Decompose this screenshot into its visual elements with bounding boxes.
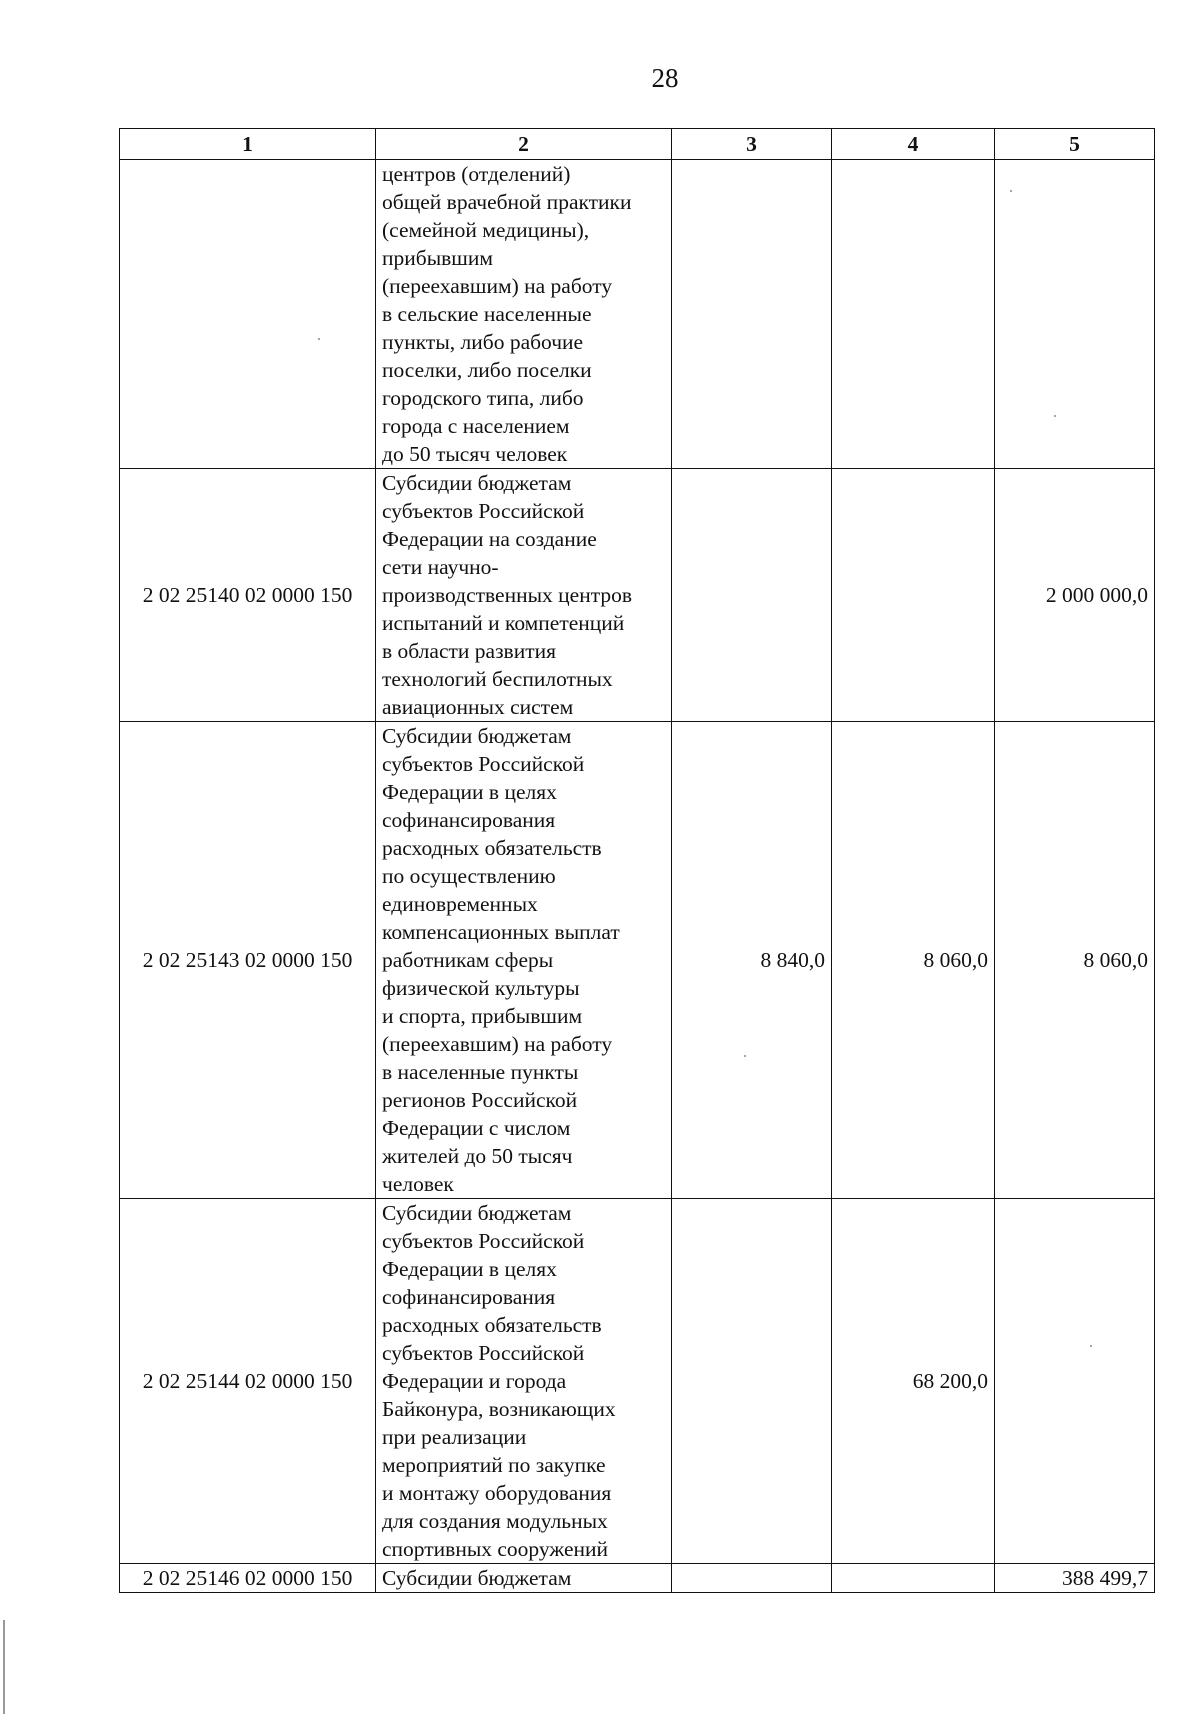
description-line: Субсидии бюджетам xyxy=(382,1201,572,1225)
description-line: прибывшим xyxy=(382,246,493,270)
description-cell xyxy=(376,1564,672,1593)
description-line: производственных центров xyxy=(382,583,633,607)
budget-code-cell: 2 02 25144 02 0000 150 xyxy=(120,1199,376,1564)
description-line: расходных обязательств xyxy=(382,836,602,860)
amount-col5-cell: 8 060,0 xyxy=(995,722,1155,1199)
description-line: технологий беспилотных xyxy=(382,667,613,691)
description-line: при реализации xyxy=(382,1425,527,1449)
description-line: субъектов Российской xyxy=(382,1341,585,1365)
column-header-3: 3 xyxy=(672,129,832,160)
column-header-4: 4 xyxy=(832,129,995,160)
scan-speck xyxy=(1010,190,1012,192)
description-line: поселки, либо поселки xyxy=(382,358,592,382)
budget-code-cell: 2 02 25146 02 0000 150 xyxy=(120,1564,376,1593)
description-cell xyxy=(376,160,672,469)
description-line: и монтажу оборудования xyxy=(382,1481,612,1505)
description-line: работникам сферы xyxy=(382,948,554,972)
description-line: субъектов Российской xyxy=(382,1229,585,1253)
description-line: физической культуры xyxy=(382,976,580,1000)
amount-col4-cell: 8 060,0 xyxy=(832,722,995,1199)
description-line: авиационных систем xyxy=(382,695,574,719)
description-line: Субсидии бюджетам xyxy=(382,471,572,495)
description-line: до 50 тысяч человек xyxy=(382,442,568,466)
budget-code-cell xyxy=(120,160,376,469)
description-line: центров (отделений) xyxy=(382,162,571,186)
description-line: сети научно- xyxy=(382,555,499,579)
description-line: Федерации в целях xyxy=(382,780,557,804)
description-line: пункты, либо рабочие xyxy=(382,330,584,354)
description-cell xyxy=(376,722,672,1199)
budget-code-cell: 2 02 25140 02 0000 150 xyxy=(120,469,376,722)
description-line: в области развития xyxy=(382,639,557,663)
description-line: субъектов Российской xyxy=(382,752,585,776)
description-line: (переехавшим) на работу xyxy=(382,1032,613,1056)
description-line: Федерации в целях xyxy=(382,1257,557,1281)
description-line: расходных обязательств xyxy=(382,1313,602,1337)
amount-col3-cell xyxy=(672,469,832,722)
description-line: Байконура, возникающих xyxy=(382,1397,616,1421)
description-line: (семейной медицины), xyxy=(382,218,590,242)
description-line: единовременных xyxy=(382,892,538,916)
table-header-row xyxy=(120,129,1155,160)
description-line: Субсидии бюджетам xyxy=(382,724,572,748)
table-row xyxy=(120,722,1155,1199)
amount-col5-cell xyxy=(995,160,1155,469)
column-header-1: 1 xyxy=(120,129,376,160)
scan-speck xyxy=(1054,415,1056,417)
description-line: в сельские населенные xyxy=(382,302,592,326)
description-line: спортивных сооружений xyxy=(382,1537,609,1561)
description-line: в населенные пункты xyxy=(382,1060,579,1084)
amount-col3-cell: 8 840,0 xyxy=(672,722,832,1199)
table-row xyxy=(120,1199,1155,1564)
description-line: жителей до 50 тысяч xyxy=(382,1144,573,1168)
scan-speck xyxy=(744,1055,746,1057)
scan-speck xyxy=(318,338,320,340)
description-line: по осуществлению xyxy=(382,864,556,888)
description-line: Федерации с числом xyxy=(382,1116,571,1140)
scan-speck xyxy=(1090,1345,1092,1347)
amount-col4-cell xyxy=(832,469,995,722)
scan-margin-line xyxy=(3,1620,5,1714)
description-line: города с населением xyxy=(382,414,570,438)
amount-col4-cell xyxy=(832,1564,995,1593)
description-line: софинансирования xyxy=(382,1285,556,1309)
description-line: Федерации и города xyxy=(382,1369,567,1393)
description-line: общей врачебной практики xyxy=(382,190,632,214)
description-line: софинансирования xyxy=(382,808,556,832)
amount-col4-cell xyxy=(832,160,995,469)
table-row xyxy=(120,469,1155,722)
description-line: городского типа, либо xyxy=(382,386,584,410)
description-line: Субсидии бюджетам xyxy=(382,1566,572,1590)
description-line: испытаний и компетенций xyxy=(382,611,625,635)
column-header-5: 5 xyxy=(995,129,1155,160)
amount-col3-cell xyxy=(672,160,832,469)
description-line: (переехавшим) на работу xyxy=(382,274,613,298)
page-number: 28 xyxy=(651,63,679,93)
budget-code-cell: 2 02 25143 02 0000 150 xyxy=(120,722,376,1199)
description-line: субъектов Российской xyxy=(382,499,585,523)
description-line: и спорта, прибывшим xyxy=(382,1004,583,1028)
budget-table xyxy=(119,128,1155,1593)
amount-col3-cell xyxy=(672,1199,832,1564)
amount-col3-cell xyxy=(672,1564,832,1593)
amount-col5-cell: 388 499,7 xyxy=(995,1564,1155,1593)
description-line: компенсационных выплат xyxy=(382,920,620,944)
description-cell xyxy=(376,469,672,722)
description-line: мероприятий по закупке xyxy=(382,1453,606,1477)
column-header-2: 2 xyxy=(376,129,672,160)
table-row xyxy=(120,160,1155,469)
amount-col4-cell: 68 200,0 xyxy=(832,1199,995,1564)
description-line: регионов Российской xyxy=(382,1088,578,1112)
description-line: Федерации на создание xyxy=(382,527,597,551)
table-row xyxy=(120,1564,1155,1593)
amount-col5-cell: 2 000 000,0 xyxy=(995,469,1155,722)
description-line: для создания модульных xyxy=(382,1509,608,1533)
amount-col5-cell xyxy=(995,1199,1155,1564)
description-cell xyxy=(376,1199,672,1564)
description-line: человек xyxy=(382,1172,454,1196)
